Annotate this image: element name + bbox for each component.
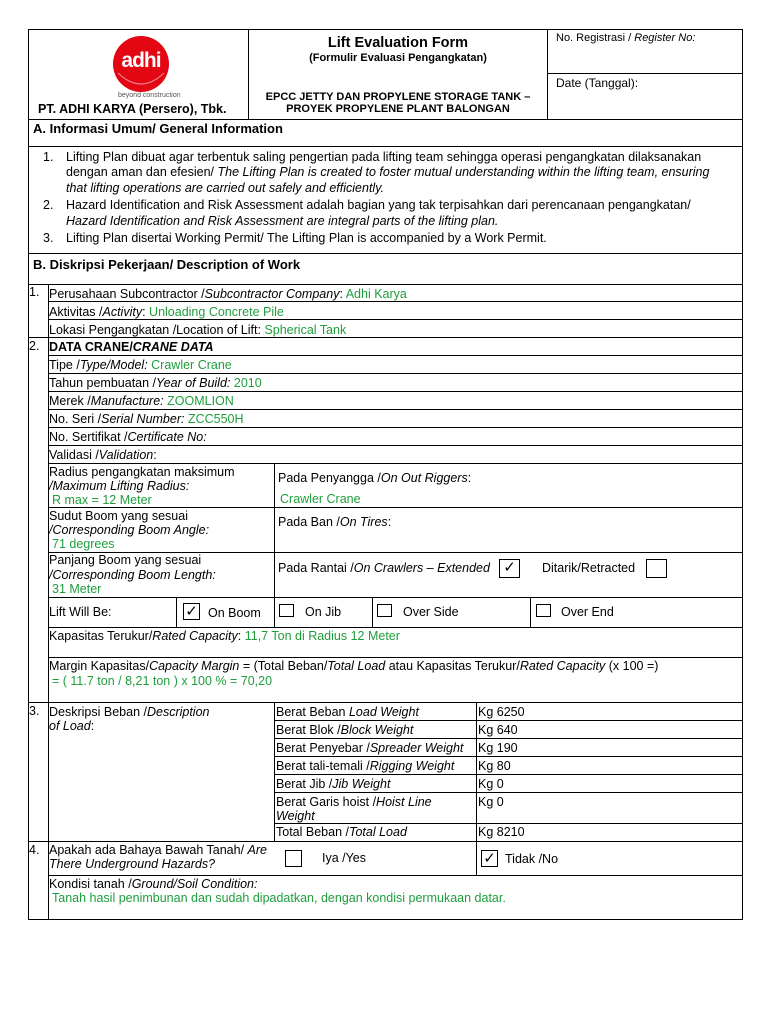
item-2-line1: Hazard Identification and Risk Assessment adalah bagian yang tak terpisahkan dari perencanaan pengangkatan/ [66, 198, 691, 212]
jib-weight-label-id: Berat Jib / [276, 777, 333, 791]
load-weight-label-id: Berat Beban [276, 705, 349, 719]
crawler-label [278, 561, 490, 575]
capacity-value: 11,7 Ton di Radius 12 Meter [244, 629, 400, 643]
margin-b: Capacity Margin [149, 659, 240, 673]
divider [476, 702, 477, 876]
soil-label [49, 877, 257, 891]
hazard-label-id: Apakah ada Bahaya Bawah Tanah/ [49, 843, 248, 857]
divider [28, 841, 743, 842]
crawler-label-en: On Crawlers – Extended [353, 561, 490, 575]
location-value: Spherical Tank [264, 323, 347, 337]
divider [48, 409, 743, 410]
tires-label-en: On Tires [339, 515, 388, 529]
total-load-label-id: Total Beban / [276, 825, 349, 839]
item-1-line3 [66, 181, 384, 195]
logo-tagline: beyond construction [118, 92, 181, 99]
location-label: Lokasi Pengangkatan /Location of Lift: [49, 323, 265, 337]
register-label-en: Register No: [634, 32, 696, 44]
subcontractor-value: Adhi Karya [345, 287, 407, 301]
divider [547, 29, 548, 120]
divider [48, 445, 743, 446]
divider [274, 720, 743, 721]
outrigger-label: Pada Penyangga /On Out Riggers: [278, 471, 472, 485]
subcontractor-label: Perusahaan Subcontractor / [49, 287, 205, 301]
subcontractor-row: Perusahaan Subcontractor /Subcontractor Company: Adhi Karya [49, 287, 407, 301]
serial-value: ZCC550H [187, 412, 244, 426]
project-line-1: EPCC JETTY DAN PROPYLENE STORAGE TANK – [265, 91, 531, 103]
hoist-weight-label [276, 795, 432, 809]
soil-label-id: Kondisi tanah / [49, 877, 132, 891]
jib-weight-value: Kg 0 [478, 777, 504, 791]
radius-label-2 [49, 479, 189, 493]
load-desc-label-en: Description [146, 705, 210, 719]
certificate-row [49, 430, 207, 444]
tires-label: Pada Ban /On Tires: [278, 515, 392, 529]
hazard-no-checkbox[interactable]: ✓ [481, 850, 498, 867]
divider [274, 774, 743, 775]
length-value: 31 Meter [52, 582, 102, 596]
block-weight-label [276, 723, 413, 737]
register-label [556, 31, 695, 45]
divider [48, 427, 743, 428]
divider [48, 373, 743, 374]
divider [48, 355, 743, 356]
item-1-line2b: The Lifting Plan is created to foster mutual understanding within the lifting team, ensuring [217, 165, 710, 179]
divider [28, 337, 743, 338]
hazard-label-2-text: There Underground Hazards? [49, 857, 216, 871]
load-desc-label-id: Deskripsi Beban / [49, 705, 147, 719]
date-label: Date (Tanggal): [556, 76, 639, 90]
divider [28, 284, 743, 285]
divider [176, 597, 177, 627]
hoist-weight-label-2 [276, 809, 315, 823]
activity-value: Unloading Concrete Pile [149, 305, 284, 319]
divider [48, 319, 743, 320]
border-right [742, 29, 743, 920]
divider [274, 597, 275, 627]
divider [28, 253, 743, 254]
certificate-label: No. Sertifikat / [49, 430, 128, 444]
divider [530, 597, 531, 627]
total-load-value: Kg 8210 [478, 825, 525, 839]
divider [28, 702, 743, 703]
divider [48, 657, 743, 658]
rigging-weight-value: Kg 80 [478, 759, 511, 773]
hazard-yes-checkbox[interactable] [285, 850, 302, 867]
divider [48, 463, 743, 464]
margin-a: Margin Kapasitas/ [49, 659, 150, 673]
margin-e: atau Kapasitas Terukur/ [385, 659, 520, 673]
on-boom-checkbox[interactable]: ✓ [183, 603, 200, 620]
length-label-2-text: /Corresponding Boom Length: [49, 568, 216, 582]
type-value: Crawler Crane [151, 358, 232, 372]
manufacture-row [49, 394, 234, 408]
crawler-extended-checkbox[interactable]: ✓ [499, 559, 520, 578]
manufacture-value: ZOOMLION [167, 394, 234, 408]
over-end-checkbox[interactable] [536, 604, 551, 617]
radius-value: R max = 12 Meter [52, 493, 152, 507]
row-num-3: 3. [29, 704, 40, 718]
divider [28, 146, 743, 147]
border-bottom [28, 919, 743, 920]
hazard-yes-label: Iya /Yes [322, 851, 367, 865]
type-label: Tipe / [49, 358, 80, 372]
load-weight-label [276, 705, 419, 719]
divider [547, 73, 743, 74]
type-label-en: Type/Model: [79, 358, 148, 372]
manufacture-label-en: Manufacture: [90, 394, 164, 408]
over-side-label: Over Side [403, 605, 459, 619]
divider [372, 597, 373, 627]
crane-data-title [49, 340, 214, 354]
jib-weight-label [276, 777, 390, 791]
lift-will-be-label: Lift Will Be: [49, 605, 112, 619]
form-title: Lift Evaluation Form [327, 35, 469, 51]
divider [28, 119, 743, 120]
block-weight-label-id: Berat Blok / [276, 723, 341, 737]
hoist-weight-label-2-text: Weight [276, 809, 315, 823]
item-1-line2a: dengan aman dan efesien/ [66, 165, 218, 179]
form-subtitle: (Formulir Evaluasi Pengangkatan) [309, 52, 487, 64]
angle-label-2 [49, 523, 209, 537]
validation-row: Validasi /Validation: [49, 448, 157, 462]
soil-value: Tanah hasil penimbunan dan sudah dipadatkan, dengan kondisi permukaan datar. [52, 891, 506, 905]
outrigger-value: Crawler Crane [280, 492, 361, 506]
load-desc-label-2-text: of Load [49, 719, 91, 733]
load-weight-label-en: Load Weight [348, 705, 419, 719]
rigging-weight-label-en: Rigging Weight [369, 759, 455, 773]
capacity-label: Kapasitas Terukur/ [49, 629, 153, 643]
soil-label-en: Ground/Soil Condition: [131, 877, 258, 891]
margin-f: Rated Capacity [519, 659, 606, 673]
year-label-en: Year of Build: [156, 376, 231, 390]
item-1-line3-text: that lifting operations are carried out safely and efficiently. [66, 181, 384, 195]
company-name: PT. ADHI KARYA (Persero), Tbk. [38, 102, 227, 116]
crane-data-label: DATA CRANE/ [49, 340, 133, 354]
divider [274, 702, 275, 841]
divider [48, 627, 743, 628]
divider [274, 463, 275, 597]
row-num-2: 2. [29, 339, 40, 353]
load-weight-value: Kg 6250 [478, 705, 525, 719]
radius-label-2-text: /Maximum Lifting Radius: [49, 479, 190, 493]
item-1-num: 1. [43, 150, 54, 164]
divider [274, 792, 743, 793]
border-top [28, 29, 743, 30]
over-side-checkbox[interactable] [377, 604, 392, 617]
length-label-1: Panjang Boom yang sesuai [49, 553, 202, 567]
spreader-weight-label-id: Berat Penyebar / [276, 741, 370, 755]
load-desc-label-1 [49, 705, 210, 719]
subcontractor-label-en: Subcontractor Company [204, 287, 340, 301]
crawler-label-id: Pada Rantai / [278, 561, 354, 575]
crawler-retracted-checkbox[interactable] [646, 559, 667, 578]
certificate-label-en: Certificate No: [127, 430, 207, 444]
retracted-label: Ditarik/Retracted [542, 561, 636, 575]
year-label: Tahun pembuatan / [49, 376, 157, 390]
length-label-2 [49, 568, 216, 582]
radius-label-1: Radius pengangkatan maksimum [49, 465, 235, 479]
jib-weight-label-en: Jib Weight [332, 777, 391, 791]
margin-formula [49, 659, 658, 673]
capacity-row: Kapasitas Terukur/Rated Capacity: 11,7 Ton di Radius 12 Meter [49, 629, 400, 643]
block-weight-label-en: Block Weight [340, 723, 414, 737]
divider [48, 301, 743, 302]
spreader-weight-label-en: Spreader Weight [369, 741, 464, 755]
margin-g: (x 100 =) [605, 659, 659, 673]
item-2-line2 [66, 214, 498, 228]
manufacture-label: Merek / [49, 394, 91, 408]
margin-value: = ( 11.7 ton / 8,21 ton ) x 100 % = 70,20 [52, 674, 273, 688]
section-b-title: B. Diskripsi Pekerjaan/ Description of Work [33, 257, 301, 272]
year-row [49, 376, 262, 390]
validation-label: Validasi / [49, 448, 99, 462]
divider [274, 823, 743, 824]
spreader-weight-label [276, 741, 463, 755]
serial-label: No. Seri / [49, 412, 102, 426]
border-left [28, 29, 29, 920]
register-label-id: No. Registrasi / [556, 32, 635, 44]
outrigger-label-id: Pada Penyangga / [278, 471, 381, 485]
crane-data-label-en: CRANE DATA [132, 340, 214, 354]
activity-label-en: Activity [102, 305, 143, 319]
serial-row [49, 412, 244, 426]
rigging-weight-label [276, 759, 454, 773]
section-a-title: A. Informasi Umum/ General Information [33, 121, 283, 136]
divider [274, 756, 743, 757]
on-boom-label: On Boom [208, 606, 261, 620]
load-desc-label-2: of Load: [49, 719, 95, 733]
item-2-line2-text: Hazard Identification and Risk Assessment are integral parts of the lifting plan. [66, 214, 499, 228]
logo-text: adhi [121, 49, 161, 72]
divider [48, 391, 743, 392]
rigging-weight-label-id: Berat tali-temali / [276, 759, 370, 773]
total-load-label-en: Total Load [348, 825, 407, 839]
capacity-label-en: Rated Capacity [152, 629, 238, 643]
margin-c: = (Total Beban/ [239, 659, 328, 673]
angle-label-1: Sudut Boom yang sesuai [49, 509, 188, 523]
type-row [49, 358, 232, 372]
margin-d: Total Load [327, 659, 386, 673]
tires-label-id: Pada Ban / [278, 515, 340, 529]
project-line-2: PROYEK PROPYLENE PLANT BALONGAN [286, 103, 510, 115]
hazard-label-1 [49, 843, 267, 857]
item-3-num: 3. [43, 231, 54, 245]
row-num-1: 1. [29, 285, 40, 299]
location-row [49, 323, 346, 337]
block-weight-value: Kg 640 [478, 723, 518, 737]
spreader-weight-value: Kg 190 [478, 741, 518, 755]
divider [274, 738, 743, 739]
angle-label-2-text: /Corresponding Boom Angle: [49, 523, 210, 537]
item-1-line1: Lifting Plan dibuat agar terbentuk saling pengertian pada lifting team sehingga operasi pengangkatan dilaksanakan [66, 150, 702, 164]
total-load-label [276, 825, 407, 839]
item-2-num: 2. [43, 198, 54, 212]
item-1-line2 [66, 165, 709, 179]
year-value: 2010 [233, 376, 262, 390]
item-3-line1: Lifting Plan disertai Working Permit/ The Lifting Plan is accompanied by a Work Permit. [66, 231, 547, 245]
activity-label: Aktivitas / [49, 305, 103, 319]
hazard-no-label: Tidak /No [505, 852, 559, 866]
hazard-label-en: Are [247, 843, 267, 857]
divider [48, 597, 743, 598]
activity-row: Aktivitas /Activity: Unloading Concrete Pile [49, 305, 284, 319]
serial-label-en: Serial Number: [101, 412, 185, 426]
on-jib-checkbox[interactable] [279, 604, 294, 617]
company-logo [112, 35, 170, 93]
over-end-label: Over End [561, 605, 614, 619]
hazard-label-2 [49, 857, 215, 871]
validation-label-en: Validation [98, 448, 154, 462]
angle-value: 71 degrees [52, 537, 115, 551]
hoist-weight-label-id: Berat Garis hoist / [276, 795, 377, 809]
hoist-weight-value: Kg 0 [478, 795, 504, 809]
hoist-weight-label-en: Hoist Line [376, 795, 432, 809]
outrigger-label-en: On Out Riggers [380, 471, 468, 485]
row-num-4: 4. [29, 843, 40, 857]
on-jib-label: On Jib [305, 605, 342, 619]
divider [48, 875, 743, 876]
divider [48, 507, 743, 508]
